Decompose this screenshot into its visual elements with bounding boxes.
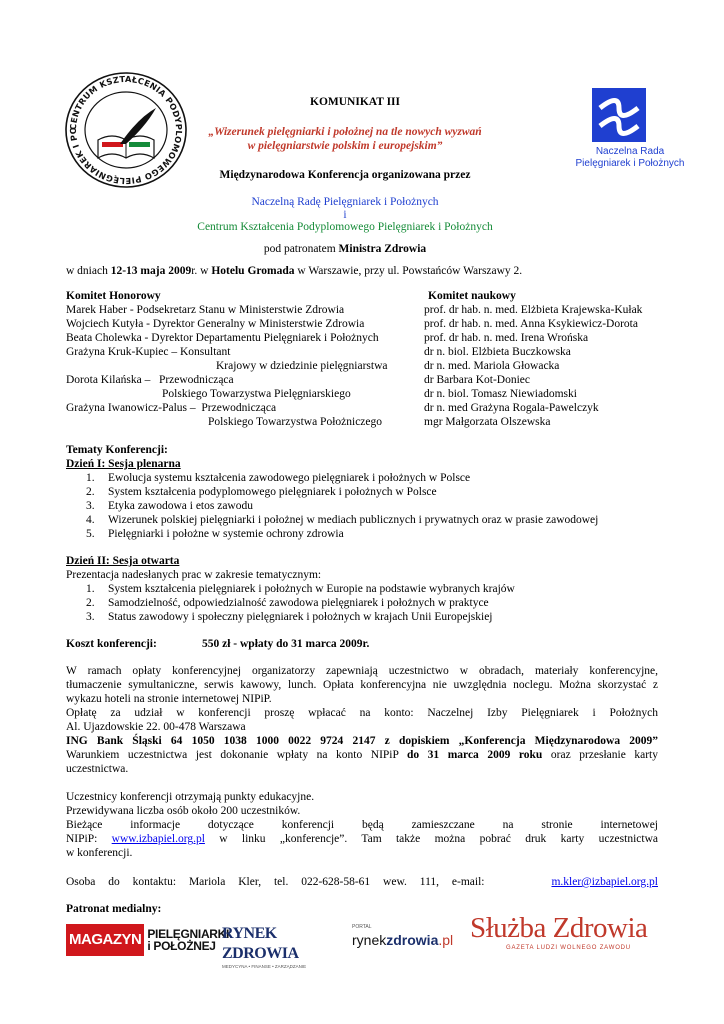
conference-subtitle-line2: w pielęgniarstwie polskim i europejskim” bbox=[247, 140, 443, 152]
honorary-member: Grażyna Iwanowicz-Palus – Przewodnicząca bbox=[66, 402, 277, 414]
honorary-member-continued: Krajowy w dziedzinie pielęgniarstwa bbox=[216, 360, 388, 372]
contact-text: Osoba do kontaktu: Mariola Kler, tel. 022-628-58-61 wew. 111, e-mail: bbox=[66, 876, 485, 888]
topics-title: Tematy Konferencji: bbox=[66, 444, 168, 456]
scientific-member: dr n. biol. Tomasz Niewiadomski bbox=[424, 388, 577, 400]
honorary-committee-title: Komitet Honorowy bbox=[66, 290, 161, 302]
scientific-member: mgr Małgorzata Olszewska bbox=[424, 416, 551, 428]
payment-para1-line3: wykazu hoteli na stronie internetowej NIPiP. bbox=[66, 693, 272, 705]
portal-small: PORTAL bbox=[352, 924, 372, 930]
contact-line bbox=[66, 876, 658, 890]
organizer-and: i bbox=[343, 209, 347, 221]
payment-para2-line1: Opłatę za udział w konferencji proszę wpłacać na konto: Naczelnej Izby Pielęgniarek i Położnych bbox=[66, 707, 658, 719]
magazyn-line1: PIELĘGNIARKI bbox=[147, 927, 230, 941]
day2-topic: 1. System kształcenia pielęgniarek i położnych w Europie na podstawie wybranych krajów bbox=[86, 583, 515, 595]
honorary-member: Grażyna Kruk-Kupiec – Konsultant bbox=[66, 346, 231, 358]
payment-condition-line2: uczestnictwa. bbox=[66, 763, 129, 775]
day1-topic: 2. System kształcenia podyplomowego pielęgniarek i położnych w Polsce bbox=[86, 486, 437, 498]
payment-condition-line1: Warunkiem uczestnictwa jest dokonanie wpłaty na konto NIPiP do 31 marca 2009 roku oraz przesłanie karty bbox=[66, 749, 658, 761]
rynek-zdrowia-sub: MEDYCYNA • FINANSE • ZARZĄDZANIE bbox=[222, 964, 307, 969]
magazyn-line2: i POŁOŻNEJ bbox=[147, 939, 216, 953]
scientific-member: prof. dr hab. n. med. Anna Ksykiewicz-Dorota bbox=[424, 318, 638, 330]
info-points: Uczestnicy konferencji otrzymają punkty edukacyjne. bbox=[66, 791, 315, 803]
day1-title: Dzień I: Sesja plenarna bbox=[66, 458, 181, 470]
honorary-member-continued: Polskiego Towarzystwa Pielęgniarskiego bbox=[162, 388, 351, 400]
day1-topic: 4. Wizerunek polskiej pielęgniarki i położnej w mediach publicznych i prywatnych oraz w prasie zawodowej bbox=[86, 514, 599, 526]
conference-organizers-intro: Międzynarodowa Konferencja organizowana przez bbox=[219, 169, 471, 181]
honorary-member: Dorota Kilańska – Przewodnicząca bbox=[66, 374, 234, 386]
logo-ckppip bbox=[56, 70, 196, 190]
rynek-zdrowia-title: RYNEK ZDROWIA bbox=[222, 925, 299, 962]
organizer-ckppip: Centrum Kształcenia Podyplomowego Pielęgniarek i Położnych bbox=[197, 221, 493, 233]
logo-rynek-zdrowia bbox=[222, 924, 342, 969]
info-updates-line2: NIPiP: www.izbapiel.org.pl w linku „konferencje”. Tam także można pobrać druk karty uczestnictwa bbox=[66, 833, 658, 845]
day2-topic: 2. Samodzielność, odpowiedzialność zawodowa pielęgniarek i położnych w praktyce bbox=[86, 597, 489, 609]
logo-portal-rynekzdrowia: PORTAL rynekzdrowia.pl bbox=[352, 924, 462, 958]
payment-para1-line2: tłumaczenie symultaniczne, serwis kawowy, lunch. Opłata konferencyjna nie uwzględnia noclegu. Można skorzystać z bbox=[66, 679, 658, 691]
logo-nrpip-line2: Pielęgniarek i Położnych bbox=[575, 158, 685, 169]
honorary-member: Marek Haber - Podsekretarz Stanu w Ministerstwie Zdrowia bbox=[66, 304, 345, 316]
contact-email-link[interactable]: m.kler@izbapiel.org.pl bbox=[551, 876, 658, 888]
day2-title: Dzień II: Sesja otwarta bbox=[66, 555, 180, 567]
scientific-member: dr n. med Grażyna Rogala-Pawelczyk bbox=[424, 402, 599, 414]
honorary-member: Wojciech Kutyła - Dyrektor Generalny w Ministerstwie Zdrowia bbox=[66, 318, 365, 330]
day2-topic: 3. Status zawodowy i społeczny pielęgniarek i położnych w krajach Unii Europejskiej bbox=[86, 611, 493, 623]
cost-label: Koszt konferencji: bbox=[66, 638, 157, 650]
nipip-website-link[interactable]: www.izbapiel.org.pl bbox=[111, 833, 205, 845]
honorary-member-continued: Polskiego Towarzystwa Położniczego bbox=[208, 416, 383, 428]
media-patrons-title: Patronat medialny: bbox=[66, 903, 162, 915]
page-title: KOMUNIKAT III bbox=[310, 96, 400, 108]
scientific-committee-title: Komitet naukowy bbox=[428, 290, 516, 302]
info-updates-line1: Bieżące informacje dotyczące konferencji będą zamieszczane na stronie internetowej bbox=[66, 819, 658, 831]
patronage: pod patronatem Ministra Zdrowia bbox=[263, 243, 427, 255]
day1-topic: 1. Ewolucja systemu kształcenia zawodowego pielęgniarek i położnych w Polsce bbox=[86, 472, 471, 484]
sluzba-zdrowia-title: Służba Zdrowia bbox=[470, 912, 648, 944]
date-location: w dniach 12-13 maja 2009r. w Hotelu Gromada w Warszawie, przy ul. Powstańców Warszawy 2. bbox=[66, 265, 523, 277]
payment-para1-line1: W ramach opłaty konferencyjnej organizatorzy zapewniają uczestnictwo w obradach, materiały konferencyjne, bbox=[66, 665, 658, 677]
cost-value: 550 zł - wpłaty do 31 marca 2009r. bbox=[202, 638, 370, 650]
conference-subtitle-line1: „Wizerunek pielęgniarki i położnej na tle nowych wyzwań bbox=[208, 126, 482, 138]
scientific-member: dr n. biol. Elżbieta Buczkowska bbox=[424, 346, 571, 358]
conference-dates: 12-13 maja 2009 bbox=[110, 265, 192, 277]
scientific-member: prof. dr hab. n. med. Irena Wrońska bbox=[424, 332, 589, 344]
logo-ring-text: CENTRUM KSZTAŁCENIA PODYPLOMOWEGO PIELĘGNIAREK I PO bbox=[67, 73, 185, 187]
scientific-member: prof. dr hab. n. med. Elżbieta Krajewska-Kułak bbox=[424, 304, 643, 316]
honorary-member: Beata Cholewka - Dyrektor Departamentu Pielęgniarek i Położnych bbox=[66, 332, 379, 344]
day1-topic: 3. Etyka zawodowa i etos zawodu bbox=[86, 500, 253, 512]
magazyn-label: MAGAZYN bbox=[66, 924, 144, 956]
conference-hotel: Hotelu Gromada bbox=[211, 265, 295, 277]
patronage-minister: Ministra Zdrowia bbox=[338, 243, 427, 255]
scientific-member: dr Barbara Kot-Doniec bbox=[424, 374, 531, 386]
logo-magazyn-pielegniarki bbox=[66, 924, 230, 956]
info-updates-line3: w konferencji. bbox=[66, 847, 133, 859]
day2-intro: Prezentacja nadesłanych prac w zakresie tematycznym: bbox=[66, 569, 322, 581]
payment-para2-line2: Al. Ujazdowskie 22. 00-478 Warszawa bbox=[66, 721, 246, 733]
sluzba-zdrowia-sub: GAZETA LUDZI WOLNEGO ZAWODU bbox=[506, 945, 631, 951]
info-participants: Przewidywana liczba osób około 200 uczestników. bbox=[66, 805, 301, 817]
logo-nrpip bbox=[592, 88, 652, 144]
bank-account-line: ING Bank Śląski 64 1050 1038 1000 0022 9724 2147 z dopiskiem „Konferencja Międzynarodowa 2009” bbox=[66, 735, 658, 747]
scientific-member: dr n. med. Mariola Głowacka bbox=[424, 360, 560, 372]
day1-topic: 5. Pielęgniarki i położne w systemie ochrony zdrowia bbox=[86, 528, 344, 540]
logo-sluzba-zdrowia bbox=[470, 912, 660, 958]
organizer-nrpip: Naczelną Radę Pielęgniarek i Położnych bbox=[251, 196, 439, 208]
payment-deadline: do 31 marca 2009 roku bbox=[407, 749, 543, 761]
logo-nrpip-line1: Naczelna Rada bbox=[595, 146, 665, 157]
